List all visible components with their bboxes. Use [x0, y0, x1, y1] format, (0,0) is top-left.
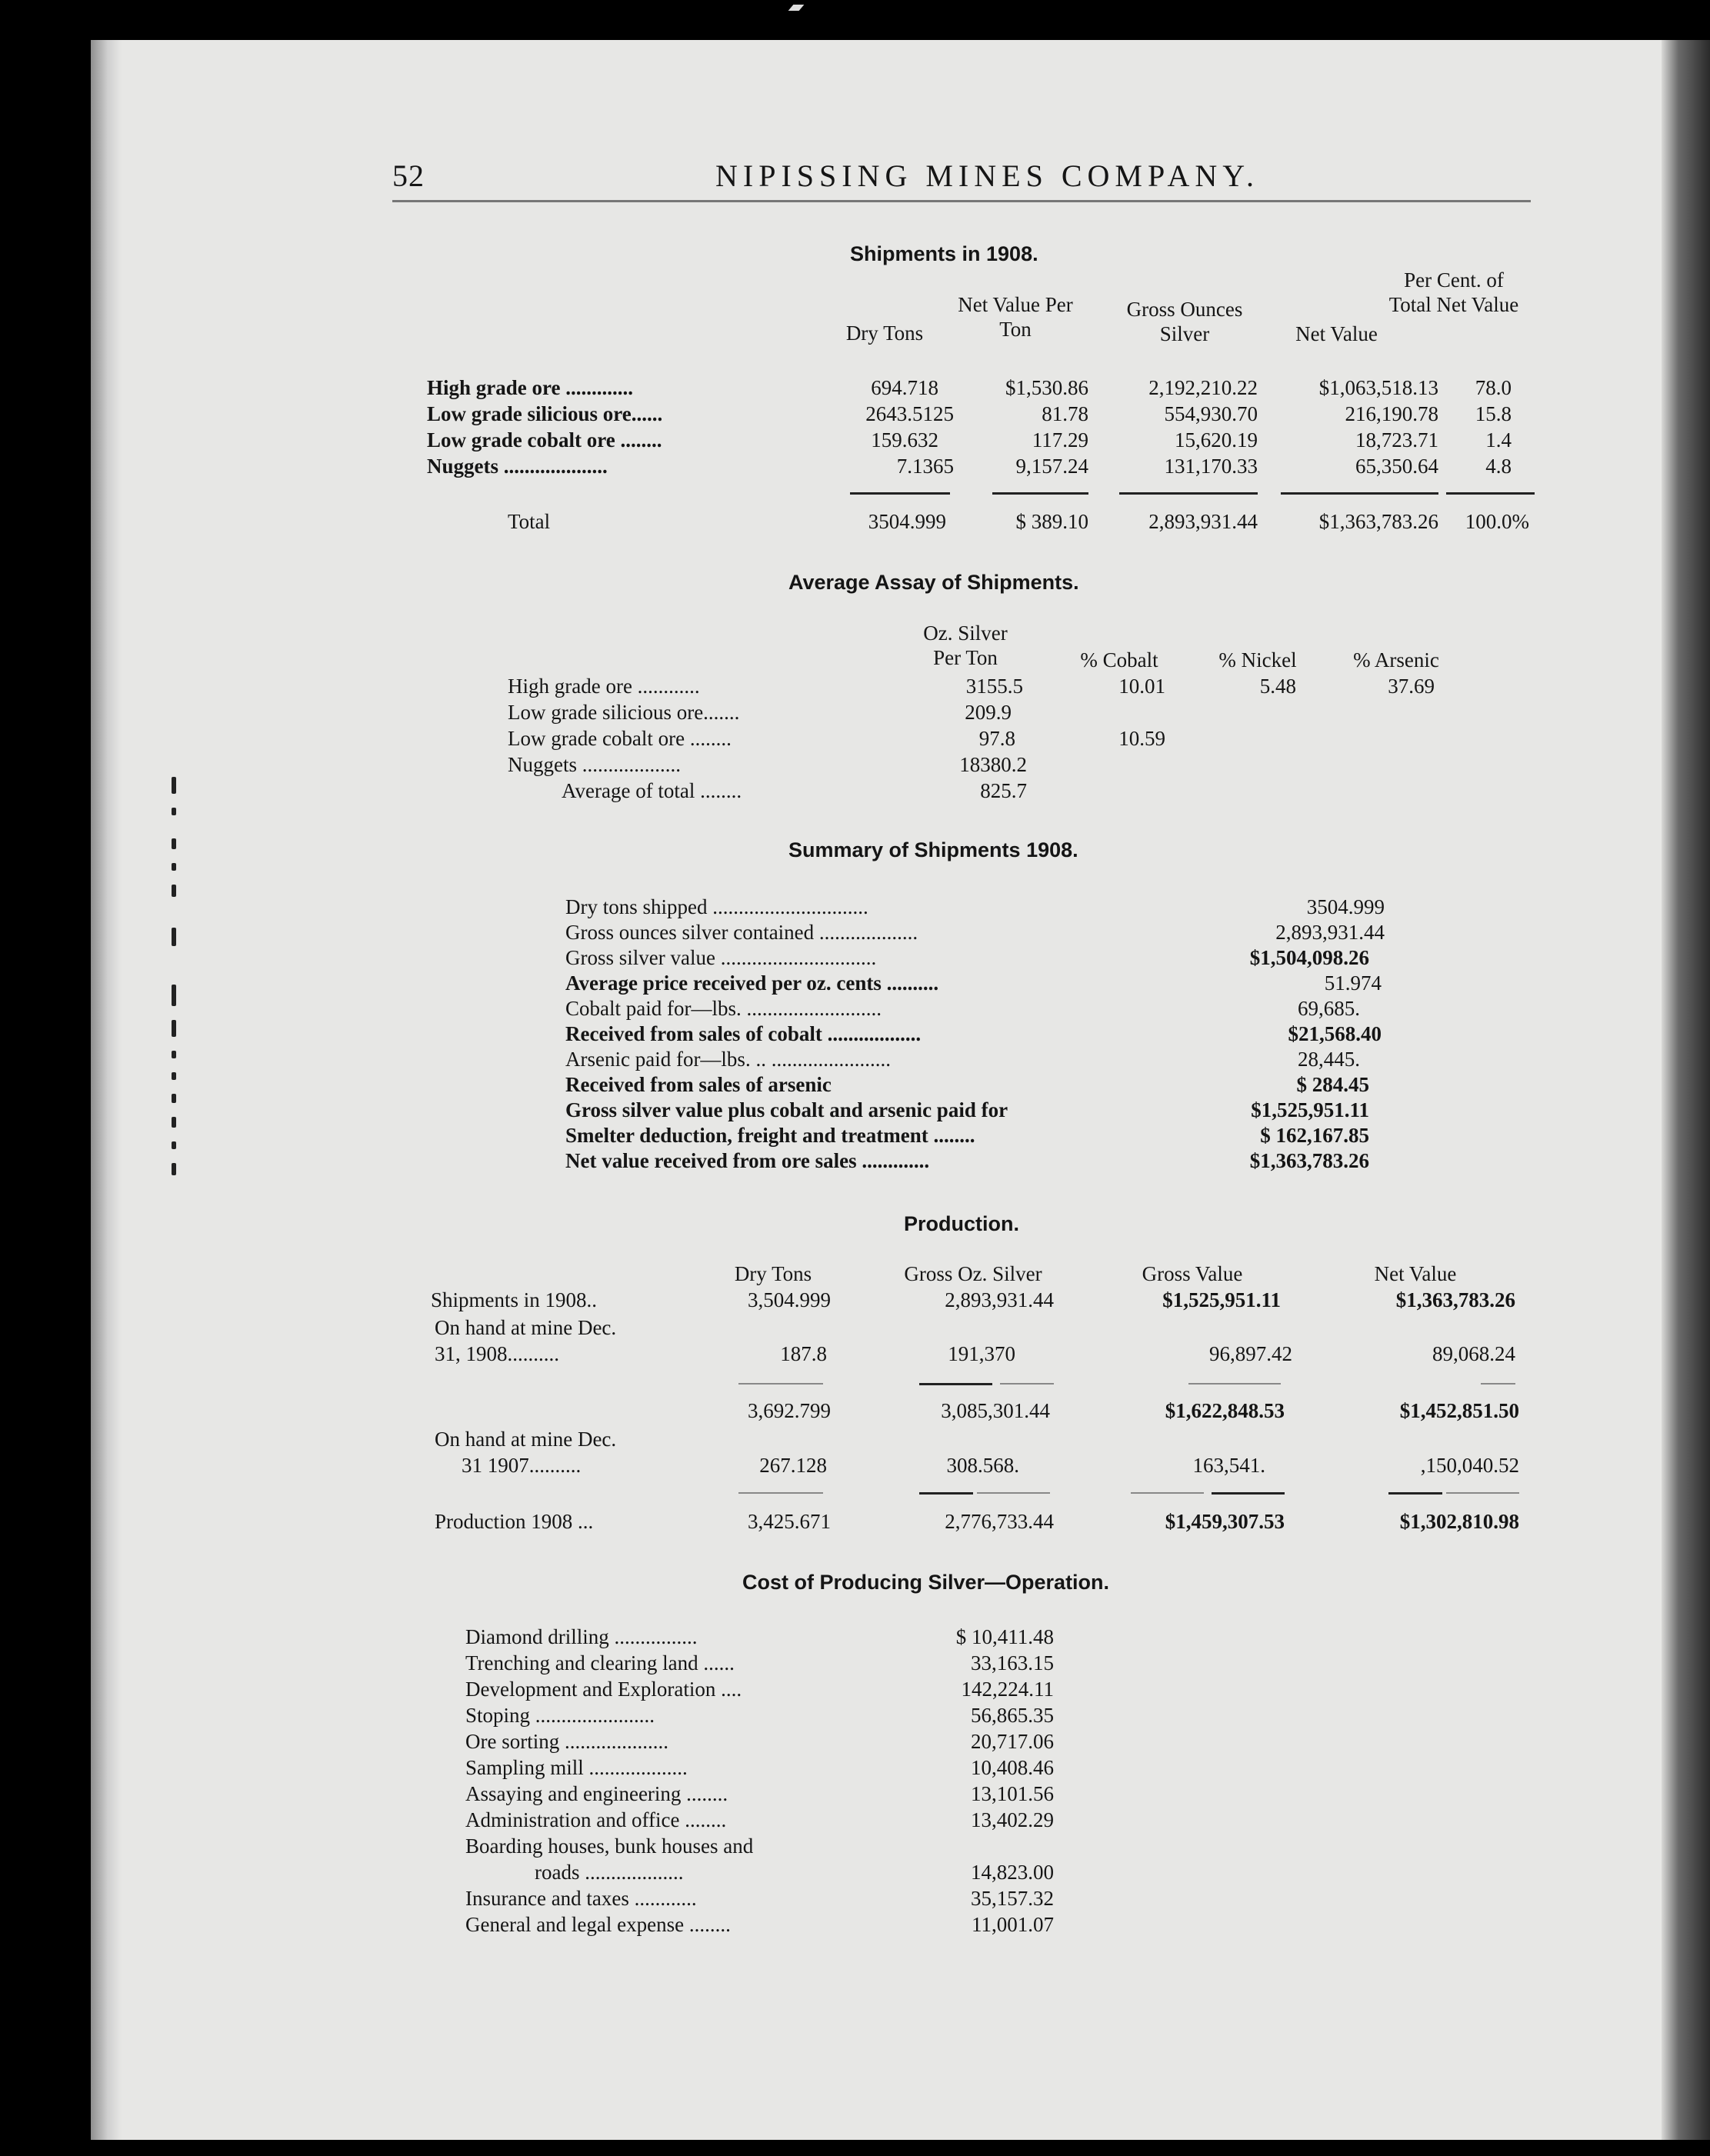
- table-cell: 825.7: [980, 779, 1027, 802]
- sum-rule: [1000, 1383, 1054, 1385]
- list-item-label: Gross silver value plus cobalt and arsenic paid for: [565, 1098, 1008, 1121]
- col-header-net-value-per-ton: Net Value Per Ton: [958, 293, 1073, 341]
- table-cell: $1,622,848.53: [1165, 1399, 1285, 1422]
- sum-rule: [919, 1383, 992, 1385]
- total-cell: $ 389.10: [1015, 510, 1088, 533]
- table-cell: 267.128: [759, 1454, 827, 1477]
- col-header-net-value: Net Value: [1374, 1262, 1457, 1285]
- list-item-label: Cobalt paid for—lbs. ..........................: [565, 997, 882, 1020]
- table-row-label: Shipments in 1908..: [431, 1288, 598, 1311]
- table-cell: 89,068.24: [1432, 1342, 1515, 1365]
- shipments-title: Shipments in 1908.: [850, 242, 1038, 265]
- list-item-value: $1,525,951.11: [1251, 1098, 1369, 1121]
- margin-marks: [165, 777, 183, 1189]
- sum-rule: [738, 1492, 823, 1494]
- table-cell: 10.59: [1118, 727, 1165, 750]
- list-item-value: 56,865.35: [971, 1704, 1054, 1727]
- cost-title: Cost of Producing Silver—Operation.: [742, 1571, 1110, 1594]
- total-rule: [850, 492, 950, 495]
- sum-rule: [738, 1383, 823, 1385]
- total-cell: 100.0%: [1465, 510, 1529, 533]
- table-cell: 554,930.70: [1164, 402, 1258, 425]
- list-item-label-cont: roads ...................: [535, 1861, 684, 1884]
- list-item-value: 20,717.06: [971, 1730, 1054, 1753]
- list-item-label: Administration and office ........: [465, 1808, 727, 1831]
- table-cell: 97.8: [978, 727, 1015, 750]
- total-rule: [992, 492, 1088, 495]
- table-cell: 3,425.671: [748, 1510, 831, 1533]
- col-header-arsenic: % Arsenic: [1353, 648, 1439, 671]
- list-item-label: Average price received per oz. cents ..........: [565, 971, 939, 995]
- table-row-label: Low grade cobalt ore ........: [427, 428, 662, 452]
- table-cell: 3,504.999: [748, 1288, 831, 1311]
- list-item-value: 35,157.32: [971, 1887, 1054, 1910]
- list-item-value: 142,224.11: [961, 1678, 1054, 1701]
- page-right-edge: [1662, 40, 1710, 2140]
- sum-rule: [1188, 1383, 1281, 1385]
- table-cell: 15,620.19: [1175, 428, 1258, 452]
- table-row-label: Nuggets ....................: [427, 455, 608, 478]
- list-item-label: Boarding houses, bunk houses and: [465, 1834, 754, 1858]
- list-item-label: Gross ounces silver contained ...................: [565, 921, 918, 944]
- sum-rule: [1446, 1492, 1519, 1494]
- table-cell: 117.29: [1032, 428, 1088, 452]
- scan-artifact-mark: [788, 5, 805, 11]
- col-header-nickel: % Nickel: [1218, 648, 1297, 671]
- assay-title: Average Assay of Shipments.: [788, 571, 1079, 594]
- table-cell: 18,723.71: [1355, 428, 1438, 452]
- page-binding-shadow: [91, 40, 122, 2140]
- table-cell: $1,530.86: [1005, 376, 1088, 399]
- table-cell: 37.69: [1388, 675, 1435, 698]
- total-rule: [1119, 492, 1258, 495]
- list-item-label: Trenching and clearing land ......: [465, 1651, 735, 1674]
- table-cell: 78.0: [1475, 376, 1512, 399]
- total-cell: $1,363,783.26: [1318, 510, 1438, 533]
- sum-rule: [1388, 1492, 1442, 1495]
- total-cell: 3504.999: [868, 510, 946, 533]
- table-cell: 5.48: [1259, 675, 1296, 698]
- list-item-value: 13,402.29: [971, 1808, 1054, 1831]
- table-cell: 9,157.24: [1015, 455, 1088, 478]
- list-item-value: 33,163.15: [971, 1651, 1054, 1674]
- table-cell: $1,452,851.50: [1399, 1399, 1519, 1422]
- production-title: Production.: [904, 1212, 1019, 1235]
- table-cell: 209.9: [965, 701, 1012, 724]
- table-cell: 3,085,301.44: [941, 1399, 1050, 1422]
- table-cell: 1.4: [1485, 428, 1512, 452]
- sum-rule: [919, 1492, 973, 1495]
- table-cell: 65,350.64: [1355, 455, 1438, 478]
- table-cell: 2,776,733.44: [945, 1510, 1054, 1533]
- list-item-value: $ 10,411.48: [955, 1625, 1054, 1648]
- table-cell: $1,525,951.11: [1162, 1288, 1281, 1311]
- list-item-label: Insurance and taxes ............: [465, 1887, 697, 1910]
- table-cell: 81.78: [1042, 402, 1088, 425]
- list-item-value: $1,504,098.26: [1249, 946, 1369, 969]
- col-header-net-value: Net Value: [1295, 322, 1378, 345]
- table-cell: 3155.5: [965, 675, 1023, 698]
- table-cell: $1,363,783.26: [1395, 1288, 1515, 1311]
- total-rule: [1281, 492, 1438, 495]
- list-item-value: $ 162,167.85: [1260, 1124, 1369, 1147]
- list-item-label: Sampling mill ...................: [465, 1756, 688, 1779]
- table-cell: 4.8: [1485, 455, 1512, 478]
- sum-rule: [1131, 1492, 1204, 1494]
- sum-rule: [977, 1492, 1050, 1494]
- table-row-label: High grade ore ............: [508, 675, 700, 698]
- list-item-value: 69,685.: [1298, 997, 1360, 1020]
- col-header-cobalt: % Cobalt: [1080, 648, 1158, 671]
- list-item-value: 10,408.46: [971, 1756, 1054, 1779]
- table-cell: 10.01: [1118, 675, 1165, 698]
- col-header-gross-ounces: Gross Ounces Silver: [1126, 298, 1243, 345]
- table-row-label: Nuggets ...................: [508, 753, 681, 776]
- running-title: NIPISSING MINES COMPANY.: [715, 158, 1260, 193]
- table-cell: 163,541.: [1192, 1454, 1265, 1477]
- table-row-label: Low grade silicious ore.......: [508, 701, 740, 724]
- list-item-value: 11,001.07: [972, 1913, 1054, 1936]
- table-cell: ,150,040.52: [1420, 1454, 1519, 1477]
- table-row-label-cont: 31, 1908..........: [435, 1342, 559, 1365]
- total-cell: 2,893,931.44: [1148, 510, 1258, 533]
- list-item-label: Gross silver value ..............................: [565, 946, 877, 969]
- sum-rule: [1212, 1492, 1285, 1495]
- table-row-label: Low grade silicious ore......: [427, 402, 663, 425]
- list-item-label: Development and Exploration ....: [465, 1678, 742, 1701]
- table-row-label: Low grade cobalt ore ........: [508, 727, 732, 750]
- table-cell: 308.568.: [946, 1454, 1019, 1477]
- header-rule: [392, 200, 1531, 202]
- table-cell: 216,190.78: [1345, 402, 1438, 425]
- sum-rule: [1481, 1383, 1515, 1385]
- table-cell: 131,170.33: [1164, 455, 1258, 478]
- scanned-page: [91, 40, 1679, 2140]
- list-item-value: $21,568.40: [1288, 1022, 1382, 1045]
- list-item-value: $ 284.45: [1296, 1073, 1369, 1096]
- table-cell: 191,370: [948, 1342, 1015, 1365]
- table-cell: $1,063,518.13: [1318, 376, 1438, 399]
- list-item-label: Dry tons shipped ..............................: [565, 895, 868, 918]
- table-cell: 2,893,931.44: [945, 1288, 1054, 1311]
- table-row-label: On hand at mine Dec.: [435, 1316, 617, 1339]
- list-item-label: Received from sales of cobalt ..................: [565, 1022, 922, 1045]
- list-item-label: Stoping .......................: [465, 1704, 655, 1727]
- list-item-value: 51.974: [1324, 971, 1382, 995]
- table-cell: 2,192,210.22: [1148, 376, 1258, 399]
- table-row-label: High grade ore .............: [427, 376, 633, 399]
- col-header-gross-value: Gross Value: [1142, 1262, 1243, 1285]
- table-cell: 2643.5125: [865, 402, 954, 425]
- list-item-value: 3504.999: [1306, 895, 1385, 918]
- list-item-value: 13,101.56: [971, 1782, 1054, 1805]
- table-cell: 18380.2: [959, 753, 1027, 776]
- table-cell: 187.8: [780, 1342, 827, 1365]
- list-item-label: Ore sorting ....................: [465, 1730, 668, 1753]
- list-item-value: 28,445.: [1298, 1048, 1360, 1071]
- table-cell: 3,692.799: [748, 1399, 831, 1422]
- table-cell: 7.1365: [896, 455, 954, 478]
- list-item-value: $1,363,783.26: [1249, 1149, 1369, 1172]
- table-row-label: Production 1908 ...: [435, 1510, 594, 1533]
- table-row-label: Average of total ........: [562, 779, 742, 802]
- col-header-dry-tons: Dry Tons: [845, 322, 924, 345]
- total-rule: [1446, 492, 1535, 495]
- list-item-value: 14,823.00: [971, 1861, 1054, 1884]
- summary-title: Summary of Shipments 1908.: [788, 838, 1078, 861]
- list-item-label: Arsenic paid for—lbs. .. .......................: [565, 1048, 891, 1071]
- list-item-label: Received from sales of arsenic: [565, 1073, 832, 1096]
- col-header-per-cent: Per Cent. of Total Net Value: [1388, 268, 1519, 316]
- col-header-silver: Oz. Silver Per Ton: [923, 621, 1008, 669]
- col-header-gross-oz: Gross Oz. Silver: [904, 1262, 1042, 1285]
- list-item-label: General and legal expense ........: [465, 1913, 731, 1936]
- list-item-value: 2,893,931.44: [1275, 921, 1385, 944]
- table-cell: 694.718: [871, 376, 938, 399]
- table-cell: 96,897.42: [1209, 1342, 1292, 1365]
- page-number: 52: [392, 158, 425, 193]
- list-item-label: Smelter deduction, freight and treatment ........: [565, 1124, 975, 1147]
- table-cell: $1,302,810.98: [1399, 1510, 1519, 1533]
- running-header: [392, 158, 1531, 204]
- table-cell: 159.632: [871, 428, 938, 452]
- list-item-label: Net value received from ore sales .............: [565, 1149, 930, 1172]
- total-label: Total: [508, 510, 551, 533]
- list-item-label: Diamond drilling ................: [465, 1625, 698, 1648]
- table-row-label-cont: 31 1907..........: [462, 1454, 582, 1477]
- table-row-label: On hand at mine Dec.: [435, 1428, 617, 1451]
- col-header-dry-tons: Dry Tons: [734, 1262, 812, 1285]
- table-cell: $1,459,307.53: [1165, 1510, 1285, 1533]
- table-cell: 15.8: [1475, 402, 1512, 425]
- list-item-label: Assaying and engineering ........: [465, 1782, 728, 1805]
